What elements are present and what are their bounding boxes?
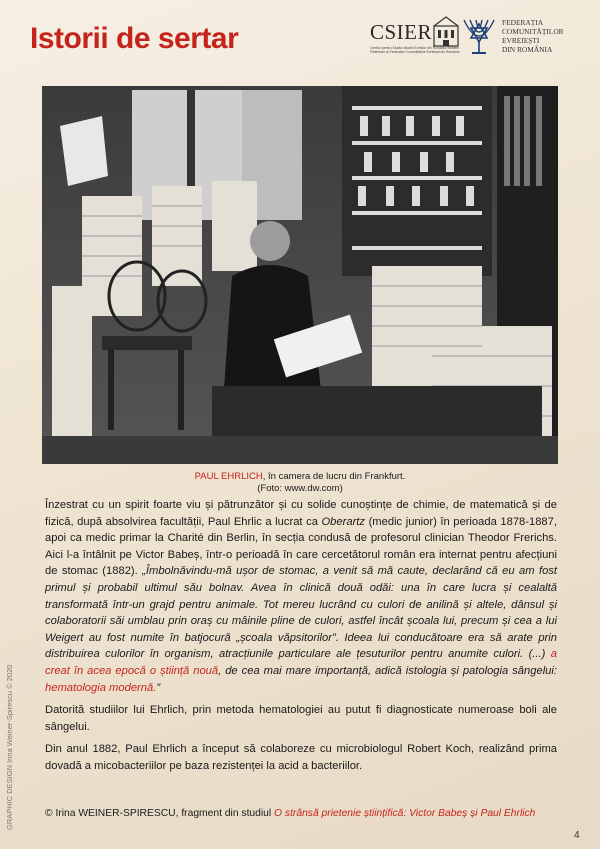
federatia-line: COMUNITĂȚILOR (502, 27, 564, 36)
footer-study-title: O strânsă prietenie științifică: Victor Babeș și Paul Ehrlich (274, 808, 536, 819)
text-run-italic: Oberartz (321, 515, 366, 528)
footer-author: © Irina WEINER-SPIRESCU, fragment din studiul (45, 808, 275, 819)
federatia-line: DIN ROMÂNIA (502, 45, 553, 54)
csier-logo-text: CSIER (370, 20, 433, 44)
caption-text: , în camera de lucru din Frankfurt. (262, 471, 406, 482)
design-credit-text: GRAPHIC DESIGN Irina Weiner-Spirescu © 2020 (5, 664, 14, 830)
csier-logo (370, 12, 458, 60)
quote-text: „Îmbolnăvindu-mă ușor de stomac, a venit să mă caute, declarând că eu am fost primul și probabil ultimul său bolnav. Avea în clinică două odăi: una în care lucra și cealaltă transformată într-un grajd pentru animale. Tot mereu lucrând cu culori de anilină și altele, dânsul și colaboratorii săi umblau prin oraș cu mâinile pline de culori, astfel încât școala lui, precum și cea a lui Weigert au fost numite în batjocură „școala văpsitorilor”. Ideea lui conducătoare era să arate prin distribuirea culorilor în organism, atracțiunile particulare ale țesuturilor pentru anumite culori. (...) (45, 565, 557, 661)
quote-highlight: hematologia modernă. (45, 681, 157, 694)
article-paragraph: Din anul 1882, Paul Ehrlich a început să colaboreze cu microbiologul Robert Koch, realizând prima dovadă a micobacteriilor pe baza rezistenței la acid a bacteriilor. (45, 743, 557, 772)
federatia-line: FEDERAȚIA (502, 18, 544, 27)
article-body (45, 497, 557, 781)
ehrlich-study-photo (42, 86, 558, 464)
quote-text: , de cea mai mare importanță, adică istologia și patologia sângelui: (218, 664, 557, 677)
page-number: 4 (574, 830, 580, 841)
menorah-star-icon (460, 16, 498, 56)
caption-credit: (Foto: www.dw.com) (257, 483, 343, 494)
footer-credit (45, 808, 565, 819)
synagogue-icon (432, 14, 460, 48)
text-run: Înzestrat cu un spirit foarte viu și pătrunzător și cu solide cunoștințe de chimie, de matematică și de fizică, după absolvirea facultății, Paul Ehrlic a lucrat ca (45, 499, 557, 528)
caption-name: PAUL EHRLICH (194, 471, 263, 482)
photo-caption (150, 471, 450, 495)
federatia-logo (460, 14, 590, 62)
article-paragraph: Datorită studiilor lui Ehrlich, prin metoda hematologiei au putut fi diagnosticate numeroase boli ale sângelui. (45, 704, 557, 733)
federatia-logo-text (502, 18, 564, 54)
article-paragraph (45, 497, 557, 696)
quote-highlight: a creat în acea epocă o știință nouă (45, 648, 557, 677)
photo-illustration (42, 86, 558, 464)
csier-logo-subtitle: Centrul pentru Studiul Istoriei Evreilor din România Wilhelm Filderman al Federației Comunităților Evreiești din România (370, 46, 460, 54)
page-title: Istorii de sertar (30, 22, 239, 55)
design-credit-vertical (2, 610, 16, 830)
federatia-line: EVREIEȘTI (502, 36, 540, 45)
quote-close: ” (156, 681, 161, 694)
text-run: (medic junior) în perioada 1878-1887, apoi ca medic primar la Charité din Berlin, în secția condusă de profesorul clinician Theodor Frerichs. Aici l-a întâlnit pe Victor Babeș, într-o perioadă în care cercetătorul român era internat pentru afecțiuni de stomac (1882). (45, 515, 557, 578)
